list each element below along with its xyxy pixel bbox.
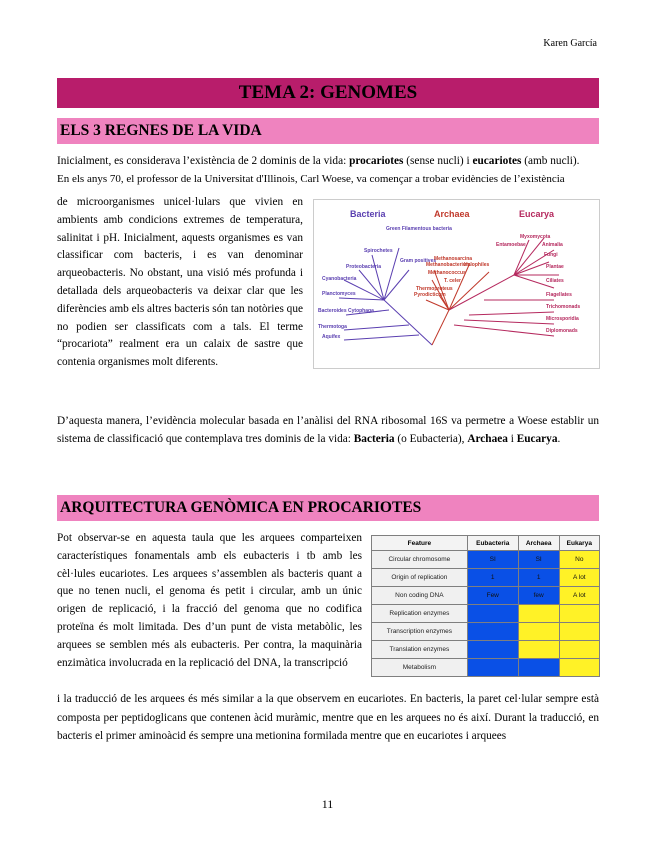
eucarya-branches [449, 238, 559, 336]
feature-cell: Translation enzymes [372, 641, 468, 659]
value-cell [518, 659, 559, 677]
intro-line: En els anys 70, el professor de la Universitat d'Illinois, Carl Woese, va començar a trobar evidències de l’existència [57, 173, 565, 185]
closing-text: D’aquesta manera, l’evidència molecular basada en l’anàlisi del RNA ribosomal 16S va permetre a Woese establir un sistema de classificació que contemplava tres dominis de la vida: [57, 415, 599, 445]
features-table [371, 535, 600, 677]
tree-label: Plantae [546, 264, 564, 270]
table-row [372, 623, 600, 641]
tree-label: Thermoproteus [416, 286, 453, 292]
tree-label: Pyrodicticum [414, 292, 446, 298]
archaea-labels [414, 256, 490, 298]
tree-label: Methanosarcina [434, 256, 473, 262]
table-row [372, 641, 600, 659]
tree-label: Bacteroides Cytophaga [318, 308, 374, 314]
author-name: Karen García [543, 38, 597, 49]
value-cell: 1 [518, 569, 559, 587]
tree-label: Green Filamentous bacteria [386, 226, 452, 232]
feature-cell: Circular chromosome [372, 551, 468, 569]
feature-cell: Transcription enzymes [372, 623, 468, 641]
table-header-cell: Feature [372, 536, 468, 551]
term-procariotes: procariotes [349, 155, 404, 167]
tree-label: Animalia [542, 242, 563, 248]
table-header-cell: Eubacteria [467, 536, 518, 551]
feature-cell: Non coding DNA [372, 587, 468, 605]
tree-label: Diplomonads [546, 328, 578, 334]
tree-label: Planctomyces [322, 291, 356, 297]
section-heading-arquitectura: ARQUITECTURA GENÒMICA EN PROCARIOTES [57, 495, 599, 521]
tree-label: Methanobacterium [426, 262, 471, 268]
value-cell [467, 641, 518, 659]
closing-text: . [557, 433, 561, 445]
value-cell: SI [518, 551, 559, 569]
tree-domain-bacteria: Bacteria [350, 209, 386, 219]
term-archaea: Archaea [467, 433, 508, 445]
phylogenetic-tree-figure [313, 199, 600, 369]
section-heading-regnes: ELS 3 REGNES DE LA VIDA [57, 118, 599, 144]
woese-text: de microorganismes unicel·lulars que vivien en ambients amb condicions extremes de temperatura, salinitat i pH. Inicialment, aquests organismes es van classificar com bacteris, i es van denominar arqueobacteris. No obstant, una visió més profunda i detallada dels arqueobacteris va deixar clar que les diferències amb els altres bacteris són tan notòries que no podien ser classificats com a tals. El terme “procariota” realment era un calaix de sastre que contenia organismes molt diferents. [57, 196, 303, 369]
value-cell [518, 641, 559, 659]
tree-label: Gram positives [400, 258, 437, 264]
value-cell [559, 605, 599, 623]
closing-text: (o Eubacteria), [394, 433, 468, 445]
table-header-cell: Archaea [518, 536, 559, 551]
archaea-text-cont: i la traducció de les arquees és més similar a la que observem en eucariotes. En bacteris, la paret cel·lular sempre està composta per peptidoglicans que contenen àcid muràmic, mentre que en les arquees no és així. Durant la traducció, en bacteris el primer aminoàcid és sempre una metionina formilada mentre que en eucariotes i arquees [57, 693, 599, 742]
archaea-paragraph [57, 530, 362, 672]
value-cell: 1 [467, 569, 518, 587]
value-cell [559, 623, 599, 641]
table-row [372, 605, 600, 623]
value-cell [559, 641, 599, 659]
value-cell: A lot [559, 569, 599, 587]
value-cell: No [559, 551, 599, 569]
archaea-text: Pot observar-se en aquesta taula que les arquees comparteixen característiques fonamentals amb els eubacteris i tb amb les cèl·lules eucariotes. Les arquees s’assemblen als bacteris quant a que no tenen nucli, el genoma és petit i circular, amb un únic origen de replicació, i la fracció del genoma que no codifica proteïna és molt limitada. Des d’un punt de vista metabòlic, les arquees se semblen més als eubacteris. Per contra, la maquinària enzimàtica involucrada en la replicació del DNA, la transcripció [57, 532, 362, 669]
chapter-title: TEMA 2: GENOMES [57, 78, 599, 108]
value-cell [467, 659, 518, 677]
feature-cell: Replication enzymes [372, 605, 468, 623]
bacteria-labels [318, 226, 452, 340]
tree-domain-eucarya: Eucarya [519, 209, 555, 219]
value-cell [518, 605, 559, 623]
eucarya-labels [496, 234, 580, 334]
term-bacteria: Bacteria [353, 433, 395, 445]
tree-label: Microsporidia [546, 316, 579, 322]
closing-paragraph [57, 412, 599, 448]
value-cell: SI [467, 551, 518, 569]
feature-cell: Origin of replication [372, 569, 468, 587]
tree-domain-archaea: Archaea [434, 209, 470, 219]
term-eucarya: Eucarya [516, 433, 558, 445]
intro-text: (amb nucli). [521, 155, 580, 167]
tree-label: Proteobacteria [346, 264, 382, 270]
tree-label: Cyanobacteria [322, 276, 357, 282]
page-number: 11 [321, 797, 334, 811]
tree-label: Thermotoga [318, 324, 347, 330]
tree-label: Entamoebae [496, 242, 526, 248]
tree-label: Methanococcus [428, 270, 466, 276]
value-cell [559, 659, 599, 677]
intro-text: Inicialment, es considerava l’existència de 2 dominis de la vida: [57, 155, 350, 167]
tree-label: Fungi [544, 252, 558, 258]
table-row [372, 551, 600, 569]
value-cell [467, 623, 518, 641]
tree-label: Ciliates [546, 278, 564, 284]
table-header-row [372, 536, 600, 551]
tree-label: Myxomycota [520, 234, 551, 240]
value-cell: A lot [559, 587, 599, 605]
woese-paragraph [57, 194, 303, 372]
value-cell [467, 605, 518, 623]
tree-label: Halophiles [464, 262, 490, 268]
value-cell: Few [467, 587, 518, 605]
feature-cell: Metabolism [372, 659, 468, 677]
tree-label: T. celer [444, 278, 461, 284]
tree-label: Aquifex [322, 334, 341, 340]
table-body [372, 551, 600, 677]
value-cell [518, 623, 559, 641]
closing-text: i [507, 433, 517, 445]
archaea-paragraph-cont [57, 690, 599, 746]
tree-label: Spirochetes [364, 248, 393, 254]
tree-label: Trichomonads [546, 304, 581, 310]
intro-text: (sense nucli) i [403, 155, 473, 167]
term-eucariotes: eucariotes [472, 155, 522, 167]
intro-paragraph [57, 152, 599, 188]
tree-label: Flagellates [546, 292, 572, 298]
table-header-cell: Eukarya [559, 536, 599, 551]
table-row [372, 659, 600, 677]
value-cell: few [518, 587, 559, 605]
table-row [372, 587, 600, 605]
table-row [372, 569, 600, 587]
